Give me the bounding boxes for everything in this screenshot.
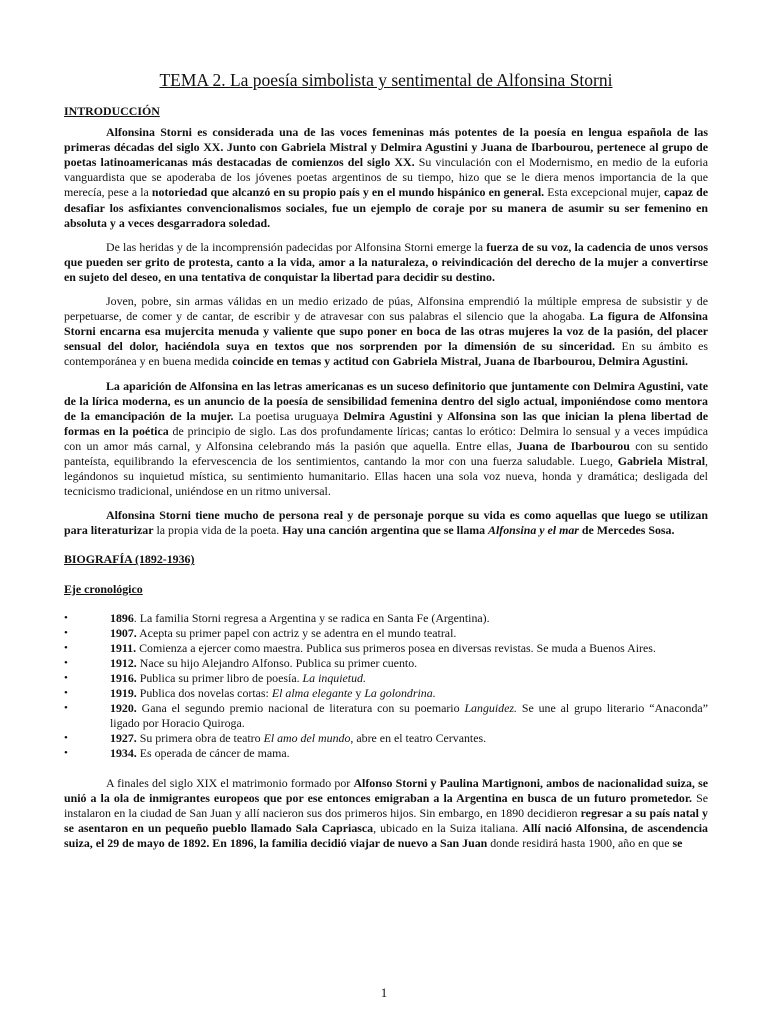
text-run: donde residirá hasta 1900, año en que xyxy=(487,835,673,850)
biography-paragraph xyxy=(64,776,708,851)
text-run: 1907. xyxy=(110,625,137,640)
text-run: coincide en temas y actitud con Gabriela Mistral, Juana de Ibarbourou, Delmira Agustini. xyxy=(232,354,688,369)
text-run: , legándonos su inquietud mística, su sentimiento humanitario. Ellas hacen una sola voz nueva, honda y dramática; desligada del tecnicismo tradicional, uniéndose en un ritmo universal. xyxy=(64,453,709,499)
text-run: La poetisa uruguaya xyxy=(233,408,344,423)
text-run: Alfonso Storni y Paulina Martignoni, ambos de nacionalidad suiza, se unió a la ola de inmigrantes europeos que por ese entonces emigraban a la Argentina en busca de un futuro prometedor. xyxy=(64,775,708,805)
timeline-item xyxy=(64,671,708,686)
text-run: Su vinculación con el Modernismo, en medio de la euforia vanguardista que se apoderaba de los jóvenes poetas argentinos de su tiempo, hizo que se le diera menos importancia de la que merecía, pese a la xyxy=(64,155,708,200)
timeline-item xyxy=(64,731,708,746)
timeline-item xyxy=(64,611,708,626)
text-run: notoriedad que alcanzó en su propio país y en el mundo hispánico en general. xyxy=(151,185,545,200)
page-number: 1 xyxy=(380,985,388,1000)
text-run: 1916. xyxy=(110,671,137,685)
text-run: . La familia Storni regresa a Argentina y se radica en Santa Fe (Argentina). xyxy=(133,610,490,625)
text-run: Juana de Ibarbourou xyxy=(516,438,630,453)
intro-section xyxy=(64,125,708,538)
text-run: , abre en el teatro Cervantes. xyxy=(350,731,487,746)
timeline-item xyxy=(64,746,708,761)
text-run: 1927. xyxy=(110,731,137,746)
text-run: El amo del mundo xyxy=(263,731,351,746)
intro-paragraph xyxy=(64,125,708,231)
text-run: La aparición de Alfonsina en las letras americanas es un suceso definitorio que juntamente con Delmira Agustini, vate de la lírica moderna, es un anuncio de la poesía de sensibilidad femenina dentro del siglo actual, imponiéndose como mentora de la emancipación de la mujer. xyxy=(64,378,708,423)
text-run: De las heridas y de la incomprensión padecidas por Alfonsina Storni emerge la xyxy=(106,239,487,254)
text-run: se xyxy=(672,835,683,850)
text-run: 1896 xyxy=(110,610,134,625)
text-run: 1911. xyxy=(110,640,137,655)
text-run: Languidez. xyxy=(464,701,517,716)
text-run: Es operada de cáncer de mama. xyxy=(136,746,290,761)
text-run: regresar a su país natal y se asentaron en un pequeño pueblo llamado Sala Capriasca xyxy=(64,805,708,835)
text-run: Nace su hijo Alejandro Alfonso. Publica su primer cuento. xyxy=(136,655,418,670)
text-run: Publica su primer libro de poesía. xyxy=(136,671,303,685)
text-run: 1934. xyxy=(110,746,137,761)
text-run: A finales del siglo XIX el matrimonio formado por xyxy=(106,775,354,790)
text-run: Gana el segundo premio nacional de literatura con su poemario xyxy=(136,701,465,716)
text-run: La inquietud. xyxy=(302,671,366,685)
text-run: Publica dos novelas cortas: xyxy=(136,686,272,701)
subheading-chronology: Eje cronológico xyxy=(64,581,143,596)
text-run: Alfonsina Storni tiene mucho de persona real y de personaje porque su vida es como aquellas que luego se utilizan para literaturizar xyxy=(64,508,708,538)
text-run: Hay una canción argentina que se llama xyxy=(282,523,489,538)
text-run: Delmira Agustini y Alfonsina son las que inician la plena libertad de formas en la poética xyxy=(64,408,708,438)
timeline-item xyxy=(64,641,708,656)
timeline-item xyxy=(64,626,708,641)
text-run: la propia vida de la poeta. xyxy=(153,523,283,538)
section-heading-biography: BIOGRAFÍA (1892-1936) xyxy=(64,552,195,567)
text-run: Alfonsina Storni es considerada una de las voces femeninas más potentes de la poesía en lengua española de las primeras décadas del siglo XX. Junto con Gabriela Mistral y Delmira Agustini y Juana de Ibarbourou, pertenece al grupo de poetas latinoamericanas más destacadas de comienzos del siglo XX. xyxy=(64,125,708,170)
text-run: Allí nació Alfonsina, de ascendencia suiza, el 29 de mayo de 1892. En 1896, la familia decidió viajar de nuevo a San Juan xyxy=(64,820,708,850)
text-run: Joven, pobre, sin armas válidas en un medio erizado de púas, Alfonsina emprendió la múltiple empresa de subsistir y de perpetuarse, de comer y de cantar, de escribir y de atravesar con sus palabras el silencio que la ahogaba. xyxy=(64,294,708,324)
text-run: y xyxy=(352,686,365,701)
text-run: La golondrina. xyxy=(364,686,436,701)
timeline-item xyxy=(64,656,708,671)
text-run: Gabriela Mistral xyxy=(617,453,706,468)
text-run: La figura de Alfonsina Storni encarna esa mujercita menuda y valiente que supo poner en boca de las otras mujeres la voz de la pasión, del placer sensual del dolor, haciéndola suya en textos que nos sorprenden por la dimensión de su sinceridad. xyxy=(64,309,708,354)
text-run: con su sentido panteísta, equilibrando la efervescencia de los sentimientos, cantando la mor con una fuerza saludable. Luego, xyxy=(64,438,708,468)
text-run: 1919. xyxy=(110,686,137,701)
text-run: de Mercedes Sosa. xyxy=(578,523,675,538)
intro-paragraph xyxy=(64,508,708,538)
text-run: 1920. xyxy=(110,701,137,716)
section-heading-intro: INTRODUCCIÓN xyxy=(64,104,160,118)
text-run: capaz de desafiar los asfixiantes convencionalismos sociales, fue un ejemplo de coraje por su manera de asumir su ser femenino en absoluta y a veces desgarradora soledad. xyxy=(64,185,708,230)
intro-paragraph xyxy=(64,379,708,500)
text-run: fuerza de su voz, la cadencia de unos versos que pueden ser grito de protesta, canto a la vida, amor a la naturaleza, o reivindicación del derecho de la mujer a convertirse en sujeto del deseo, en una tentativa de conquistar la libertad para decidir su destino. xyxy=(64,239,708,284)
timeline-item xyxy=(64,701,708,731)
text-run: En su ámbito es contemporánea y en buena medida xyxy=(64,339,708,369)
text-run: Se instalaron en la ciudad de San Juan y allí nacieron sus dos primeros hijos. Sin embargo, en 1890 decidieron xyxy=(64,790,708,820)
text-run: Se une al grupo literario “Anaconda” ligado por Horacio Quiroga. xyxy=(110,701,708,731)
text-run: , ubicado en la Suiza italiana. xyxy=(373,820,523,835)
text-run: Comienza a ejercer como maestra. Publica sus primeros posea en diversas revistas. Se muda a Buenos Aires. xyxy=(136,640,656,655)
intro-paragraph xyxy=(64,294,708,369)
text-run: de principio de siglo. Las dos profundamente líricas; cantas lo erótico: Delmira lo sensual y a veces impúdica con un amor más carnal, y Alfonsina celebrando más la pasión que aquella. Entre ellas, xyxy=(64,423,708,453)
text-run: Acepta su primer papel con actriz y se adentra en el mundo teatral. xyxy=(136,625,457,640)
document-page xyxy=(64,70,708,860)
text-run: El alma elegante xyxy=(271,686,353,701)
text-run: Esta excepcional mujer, xyxy=(544,185,664,200)
text-run: 1912. xyxy=(110,655,137,670)
timeline-item xyxy=(64,686,708,701)
text-run: Alfonsina y el mar xyxy=(488,523,579,538)
document-title: TEMA 2. La poesía simbolista y sentimental de Alfonsina Storni xyxy=(159,70,613,90)
text-run: Su primera obra de teatro xyxy=(136,731,264,746)
intro-paragraph xyxy=(64,240,708,285)
timeline-list xyxy=(64,611,708,762)
